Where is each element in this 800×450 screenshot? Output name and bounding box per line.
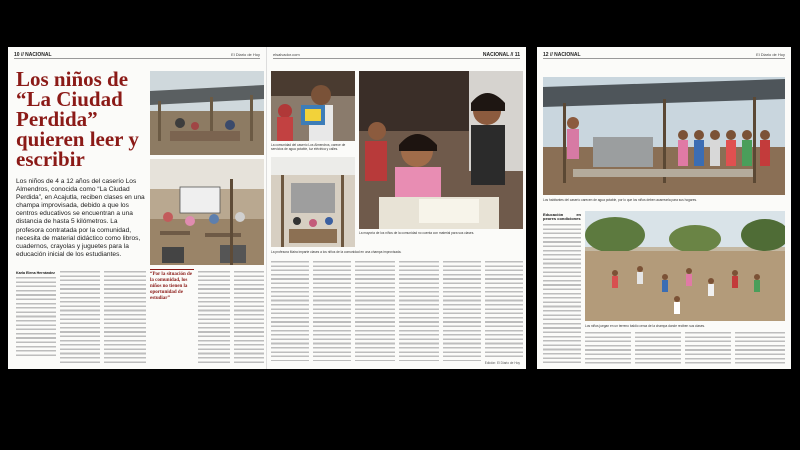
photo-child-reading	[271, 71, 355, 141]
newspaper-name: El Diario de Hoy	[756, 52, 785, 57]
newspaper-page-2	[266, 47, 526, 369]
photo-classroom	[150, 159, 264, 265]
photo-caption-left: La comunidad del caserío Los Almendros, carece de servicios de agua potable, luz eléctrica y calles.	[271, 143, 346, 151]
body-column-1	[543, 211, 581, 365]
article-headline: Los niños de “La Ciudad Perdida” quieren leer y escribir	[16, 67, 139, 171]
photo-caption-bottom: Los niños juegan en un terreno baldío cerca de la champa donde reciben sus clases.	[585, 324, 705, 328]
body-column-4	[198, 271, 230, 363]
page-footer: Edición: El Diario de Hoy	[484, 361, 520, 365]
section-label: 12 // NACIONAL	[543, 51, 581, 58]
newspaper-page-1	[8, 47, 266, 369]
body-column-2	[585, 332, 631, 366]
body-column-1	[271, 261, 309, 361]
body-column-2	[313, 261, 351, 361]
website-label: elsalvador.com	[273, 52, 300, 57]
page-header	[543, 51, 785, 59]
body-column-3	[635, 332, 681, 366]
photo-shelter	[150, 71, 264, 155]
section-label: NACIONAL // 11	[482, 51, 520, 58]
photo-girl-writing	[359, 71, 523, 229]
body-column-6	[485, 261, 523, 357]
body-column-5	[443, 261, 481, 361]
article-deck: Los niños de 4 a 12 años del caserío Los Almendros, conocida como “La Ciudad Perdida”, en Acajutla, reciben clases en una champa improvisada, debido a que los centros educativos se encuentran a una distancia de hasta 5 kilómetros. La profesora contratada por la comunidad, necesita de material didáctico como libros, cuadernos, crayolas y juguetes para la educación inicial de los estudiantes.	[16, 178, 145, 258]
body-column-4	[399, 261, 439, 361]
photo-caption-right: La mayoría de los niños de la comunidad no cuenta con material para sus clases.	[359, 231, 475, 235]
page-header	[14, 51, 260, 59]
body-column-5	[735, 332, 785, 366]
section-label: 10 // NACIONAL	[14, 51, 52, 58]
photo-caption-bottom: La profesora Maira imparte clases a los niños de la comunidad en una champa improvisada.	[271, 250, 402, 254]
body-column-3	[355, 261, 395, 361]
newspaper-name: El Diario de Hoy	[231, 52, 260, 57]
byline: Karla Elena Hernández	[16, 271, 55, 275]
page-header	[273, 51, 520, 59]
body-column-4	[685, 332, 731, 366]
photo-shelter-class	[271, 157, 355, 247]
body-column-3	[104, 271, 146, 363]
photo-children-playing	[585, 211, 785, 321]
body-column-5	[234, 271, 264, 363]
article-subhead: Educación en peores condiciones	[543, 212, 581, 222]
body-column-1	[16, 271, 56, 363]
pull-quote: “Por la situación de la comunidad, los niños no tienen la oportunidad de estudiar”	[150, 269, 194, 302]
photo-children-shelter	[543, 77, 785, 195]
body-column-2	[60, 271, 100, 363]
newspaper-page-3	[537, 47, 791, 369]
photo-caption-top: Los habitantes del caserío carecen de agua potable, por lo que los niños deben acarrearla para sus hogares.	[543, 198, 697, 202]
